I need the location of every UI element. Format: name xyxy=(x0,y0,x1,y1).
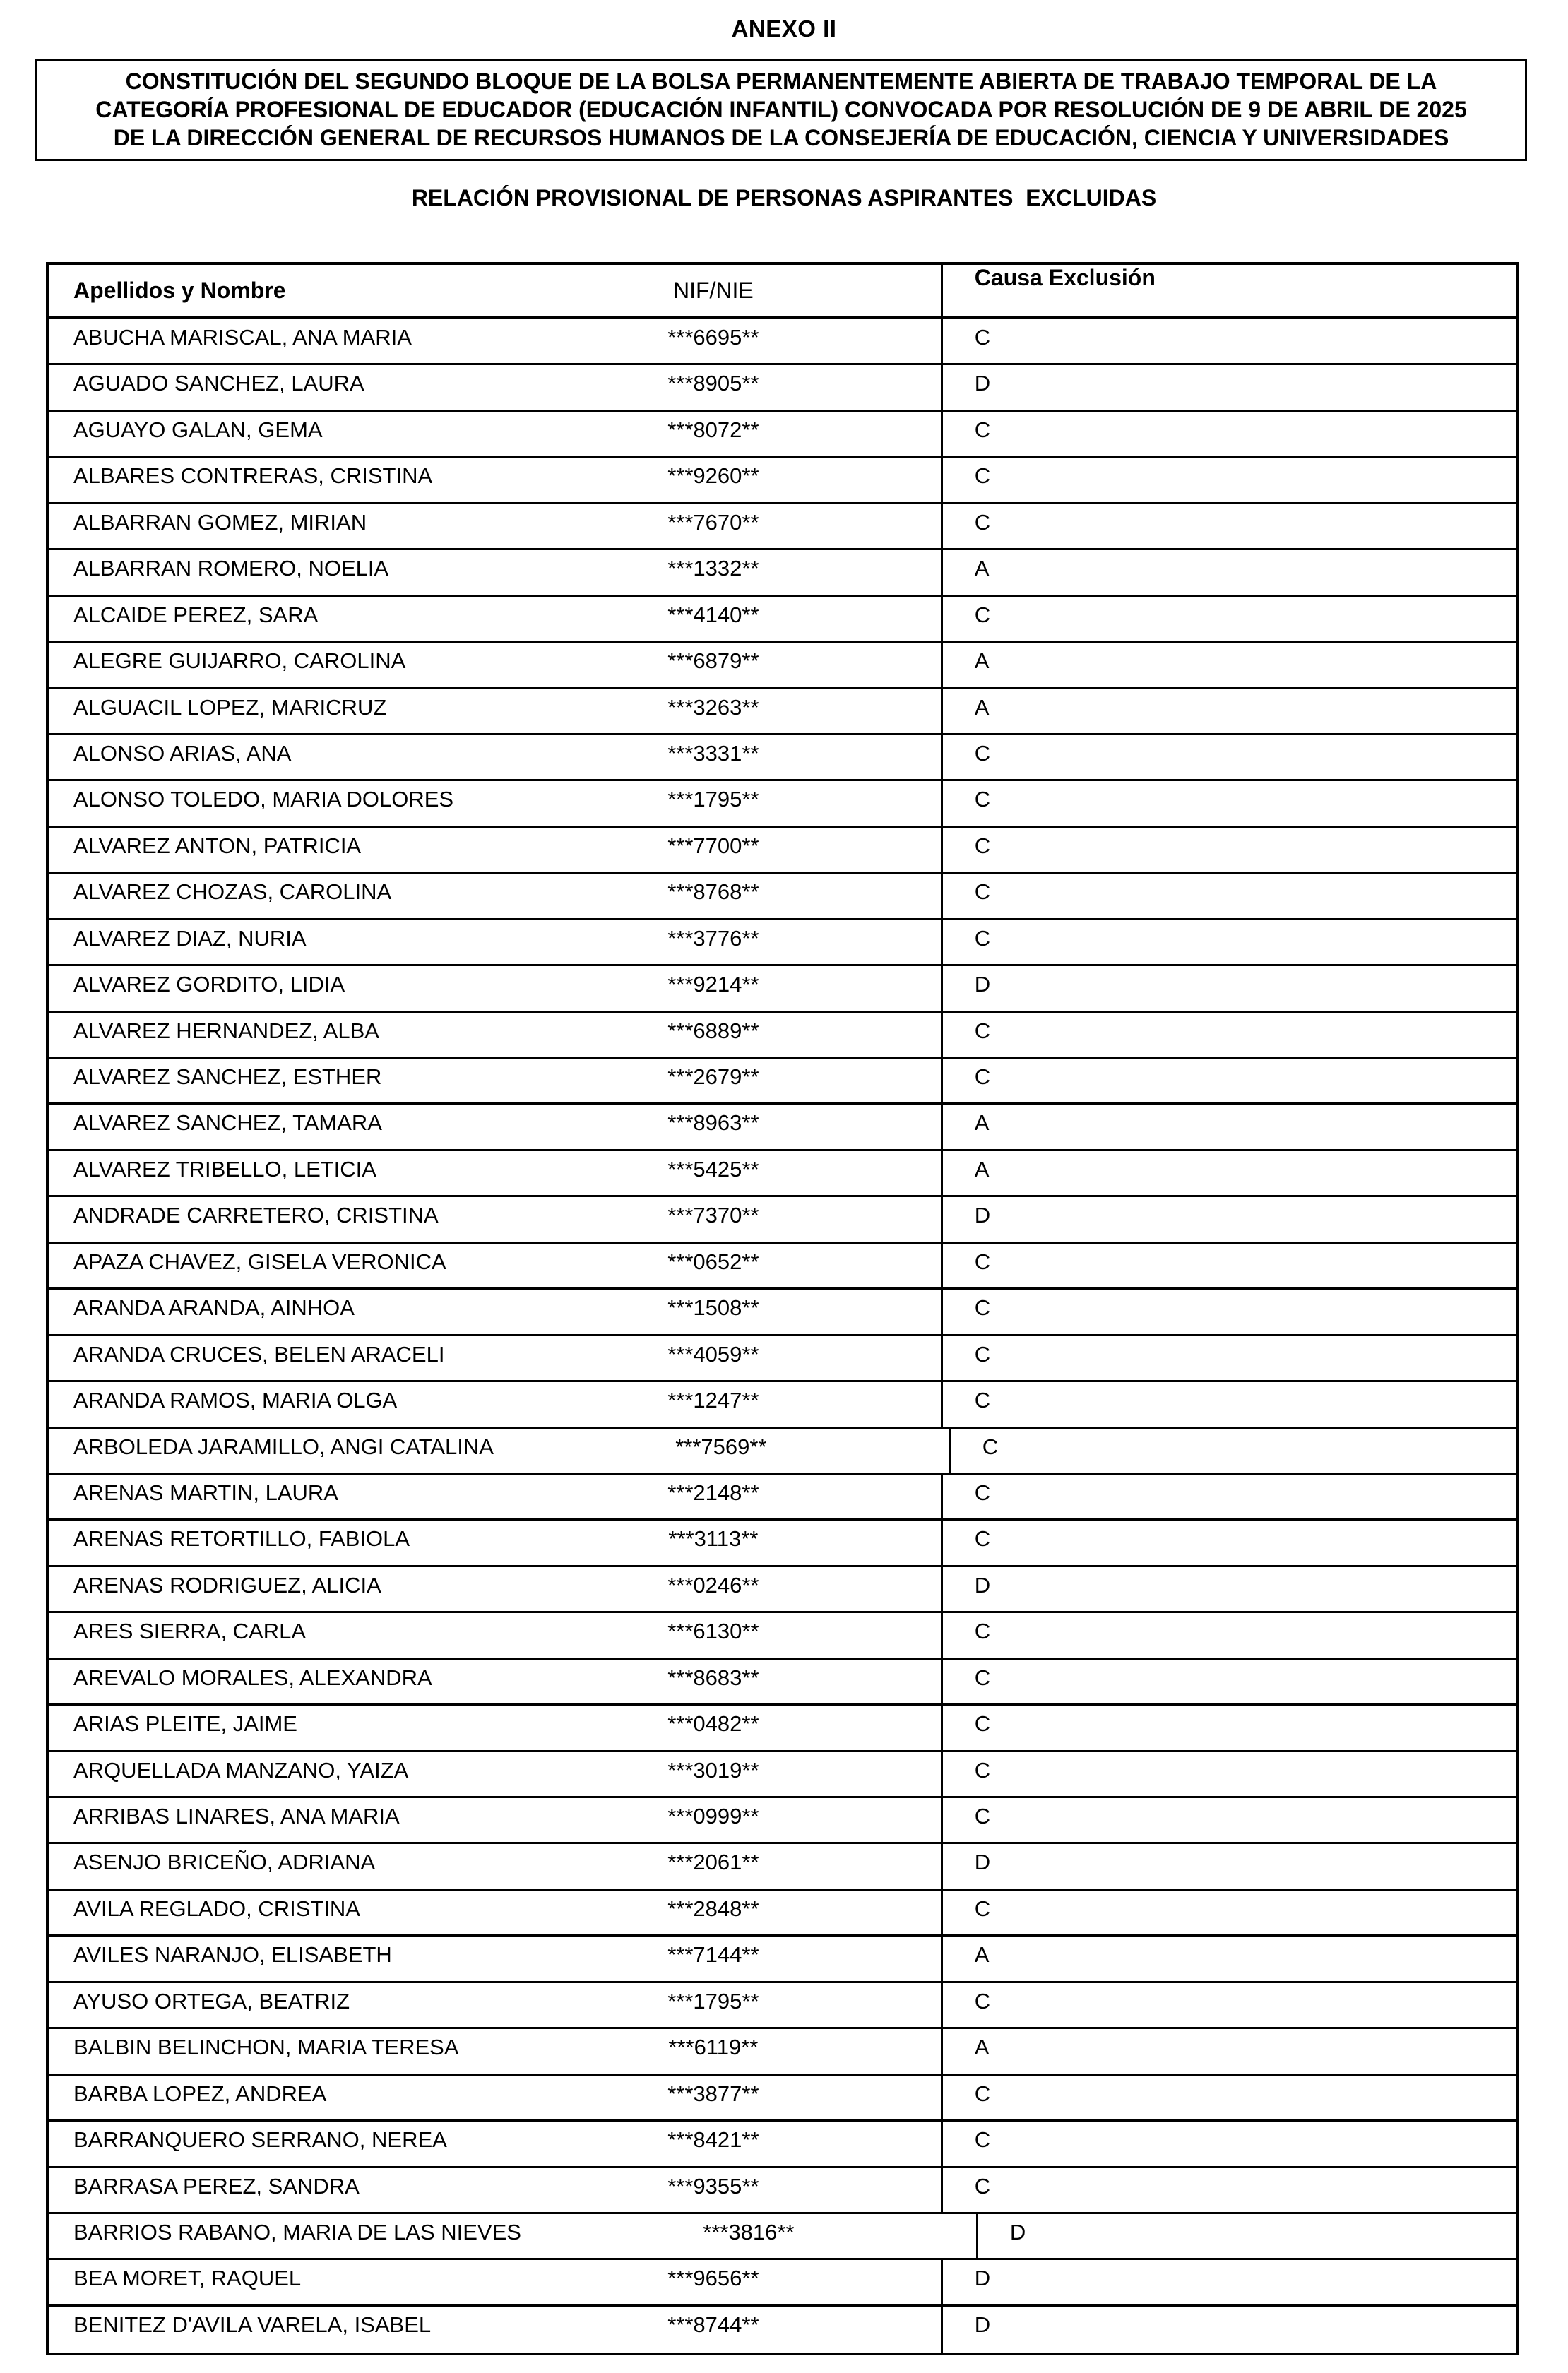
cell-causa: A xyxy=(941,643,1516,686)
cell-causa: D xyxy=(941,1197,1516,1241)
cell-causa: C xyxy=(941,1336,1516,1380)
table-row xyxy=(49,1290,1516,1336)
cell-causa: D xyxy=(941,2260,1516,2304)
cell-nif: ***8905** xyxy=(667,371,759,396)
cell-causa: C xyxy=(941,1475,1516,1518)
cell-name: ALBARRAN GOMEZ, MIRIAN xyxy=(73,509,367,535)
cell-nif: ***7370** xyxy=(667,1203,759,1228)
cell-name: ALVAREZ SANCHEZ, ESTHER xyxy=(73,1064,382,1089)
table-row xyxy=(49,828,1516,874)
cell-name: AGUADO SANCHEZ, LAURA xyxy=(73,371,364,396)
cell-nif: ***7144** xyxy=(667,1942,759,1968)
table-row xyxy=(49,643,1516,689)
cell-causa: A xyxy=(941,1151,1516,1195)
table-header-row xyxy=(49,265,1516,319)
table-row xyxy=(49,1382,1516,1428)
table-row xyxy=(49,2029,1516,2075)
cell-name: ALVAREZ DIAZ, NURIA xyxy=(73,925,307,951)
table-row xyxy=(49,1798,1516,1844)
cell-nif: ***2679** xyxy=(667,1064,759,1089)
cell-name: ALCAIDE PEREZ, SARA xyxy=(73,602,319,627)
cell-nif: ***2848** xyxy=(667,1896,759,1921)
cell-nif: ***0999** xyxy=(667,1804,759,1828)
table-row xyxy=(49,2214,1516,2260)
cell-causa: A xyxy=(941,1105,1516,1148)
table-row xyxy=(49,1336,1516,1382)
cell-causa: C xyxy=(941,319,1516,363)
cell-nif: ***0482** xyxy=(667,1711,759,1737)
cell-name: BEA MORET, RAQUEL xyxy=(73,2266,302,2291)
cell-causa: C xyxy=(941,1891,1516,1934)
cell-nif: ***3019** xyxy=(667,1757,759,1783)
cell-nif: ***3113** xyxy=(668,1526,759,1552)
cell-causa: C xyxy=(941,1013,1516,1057)
cell-causa: C xyxy=(941,1382,1516,1426)
cell-name: BARRIOS RABANO, MARIA DE LAS NIEVES xyxy=(73,2219,521,2244)
cell-nif: ***1508** xyxy=(667,1295,759,1321)
header-cell-name: Apellidos y Nombre xyxy=(73,278,286,303)
cell-nif: ***7569** xyxy=(675,1434,767,1459)
cell-nif: ***1795** xyxy=(667,1988,759,2014)
cell-nif: ***9260** xyxy=(667,463,759,489)
table-row xyxy=(49,1475,1516,1521)
cell-causa: D xyxy=(941,966,1516,1010)
cell-causa: C xyxy=(941,1660,1516,1703)
cell-name: BARRASA PEREZ, SANDRA xyxy=(73,2173,360,2199)
cell-name: ALEGRE GUIJARRO, CAROLINA xyxy=(73,648,406,674)
cell-name: AVILES NARANJO, ELISABETH xyxy=(73,1942,392,1968)
cell-nif: ***6130** xyxy=(667,1619,759,1644)
cell-name: ASENJO BRICEÑO, ADRIANA xyxy=(73,1850,376,1875)
cell-causa: C xyxy=(941,1290,1516,1333)
cell-nif: ***7670** xyxy=(667,509,759,535)
table-row xyxy=(49,412,1516,458)
table-row xyxy=(49,1429,1516,1475)
cell-causa: C xyxy=(941,1244,1516,1287)
table-row xyxy=(49,1013,1516,1059)
cell-nif: ***9214** xyxy=(667,972,759,997)
cell-nif: ***8744** xyxy=(667,2312,759,2337)
table-row xyxy=(49,1844,1516,1890)
table-row xyxy=(49,1891,1516,1937)
cell-causa: D xyxy=(941,1844,1516,1888)
cell-name: BARRANQUERO SERRANO, NEREA xyxy=(73,2127,447,2153)
table-row xyxy=(49,1660,1516,1706)
cell-nif: ***8072** xyxy=(667,417,759,442)
cell-nif: ***1247** xyxy=(667,1388,759,1413)
table-row xyxy=(49,1983,1516,2029)
table-body xyxy=(49,319,1516,2353)
cell-nif: ***2148** xyxy=(667,1480,759,1505)
header-box-line: CONSTITUCIÓN DEL SEGUNDO BLOQUE DE LA BOLSA PERMANENTEMENTE ABIERTA DE TRABAJO TEMPORAL DE LA xyxy=(125,69,1437,94)
table-row xyxy=(49,2168,1516,2214)
cell-nif: ***3877** xyxy=(667,2081,759,2106)
cell-nif: ***6879** xyxy=(667,648,759,674)
cell-name: BARBA LOPEZ, ANDREA xyxy=(73,2081,327,2106)
cell-causa: C xyxy=(941,2076,1516,2119)
cell-causa: A xyxy=(941,2029,1516,2073)
header-box xyxy=(35,59,1527,161)
cell-causa: C xyxy=(941,2122,1516,2165)
cell-name: ALBARRAN ROMERO, NOELIA xyxy=(73,556,389,581)
table-row xyxy=(49,1613,1516,1659)
cell-name: ALONSO ARIAS, ANA xyxy=(73,740,292,766)
cell-name: BALBIN BELINCHON, MARIA TERESA xyxy=(73,2035,459,2060)
table-row xyxy=(49,1105,1516,1150)
cell-name: ARENAS RODRIGUEZ, ALICIA xyxy=(73,1572,381,1598)
cell-causa: C xyxy=(941,1059,1516,1102)
cell-name: AGUAYO GALAN, GEMA xyxy=(73,417,323,442)
cell-causa: C xyxy=(941,828,1516,872)
cell-nif: ***1795** xyxy=(667,787,759,812)
page-title: ANEXO II xyxy=(731,16,837,42)
table-row xyxy=(49,920,1516,966)
cell-name: ARANDA CRUCES, BELEN ARACELI xyxy=(73,1341,445,1367)
cell-nif: ***3816** xyxy=(703,2219,795,2244)
cell-name: ARANDA ARANDA, AINHOA xyxy=(73,1295,355,1321)
cell-causa: C xyxy=(941,412,1516,456)
cell-name: ALONSO TOLEDO, MARIA DOLORES xyxy=(73,787,454,812)
cell-name: ARBOLEDA JARAMILLO, ANGI CATALINA xyxy=(73,1434,494,1459)
table-row xyxy=(49,966,1516,1012)
table-row xyxy=(49,504,1516,550)
exclusion-table xyxy=(46,262,1519,2355)
cell-name: ALGUACIL LOPEZ, MARICRUZ xyxy=(73,694,387,720)
cell-causa: C xyxy=(941,1613,1516,1657)
cell-name: ARANDA RAMOS, MARIA OLGA xyxy=(73,1388,398,1413)
table-row xyxy=(49,1244,1516,1290)
cell-name: AYUSO ORTEGA, BEATRIZ xyxy=(73,1988,350,2014)
table-row xyxy=(49,1937,1516,1982)
cell-nif: ***2061** xyxy=(667,1850,759,1875)
cell-nif: ***3263** xyxy=(667,694,759,720)
cell-causa: D xyxy=(941,1567,1516,1611)
cell-nif: ***6695** xyxy=(667,325,759,350)
cell-name: ALVAREZ HERNANDEZ, ALBA xyxy=(73,1018,379,1043)
cell-name: ANDRADE CARRETERO, CRISTINA xyxy=(73,1203,439,1228)
cell-nif: ***7700** xyxy=(667,833,759,858)
table-row xyxy=(49,1059,1516,1105)
cell-causa: C xyxy=(941,458,1516,501)
cell-causa: A xyxy=(941,689,1516,733)
table-row xyxy=(49,1151,1516,1197)
table-row xyxy=(49,2307,1516,2353)
table-row xyxy=(49,735,1516,781)
cell-name: ARES SIERRA, CARLA xyxy=(73,1619,307,1644)
cell-nif: ***8421** xyxy=(667,2127,759,2153)
cell-causa: D xyxy=(941,2307,1516,2353)
table-row xyxy=(49,597,1516,643)
cell-name: ABUCHA MARISCAL, ANA MARIA xyxy=(73,325,412,350)
header-box-line: DE LA DIRECCIÓN GENERAL DE RECURSOS HUMANOS DE LA CONSEJERÍA DE EDUCACIÓN, CIENCIA Y UNIVERSIDADES xyxy=(113,125,1449,150)
cell-nif: ***8683** xyxy=(667,1665,759,1690)
cell-name: ALVAREZ CHOZAS, CAROLINA xyxy=(73,879,392,905)
cell-name: BENITEZ D'AVILA VARELA, ISABEL xyxy=(73,2312,432,2337)
cell-name: APAZA CHAVEZ, GISELA VERONICA xyxy=(73,1249,446,1274)
cell-name: ALVAREZ GORDITO, LIDIA xyxy=(73,972,345,997)
header-box-line: CATEGORÍA PROFESIONAL DE EDUCADOR (EDUCACIÓN INFANTIL) CONVOCADA POR RESOLUCIÓN DE 9 DE ABRIL DE 2025 xyxy=(95,97,1467,122)
cell-nif: ***1332** xyxy=(667,556,759,581)
table-row xyxy=(49,874,1516,920)
table-row xyxy=(49,550,1516,596)
cell-name: ARIAS PLEITE, JAIME xyxy=(73,1711,297,1737)
cell-causa: C xyxy=(941,597,1516,641)
cell-nif: ***9355** xyxy=(667,2173,759,2199)
table-row xyxy=(49,319,1516,365)
table-row xyxy=(49,689,1516,735)
table-row xyxy=(49,781,1516,827)
cell-causa: D xyxy=(976,2214,1516,2258)
cell-nif: ***0652** xyxy=(667,1249,759,1274)
table-row xyxy=(49,458,1516,504)
table-row xyxy=(49,2260,1516,2306)
cell-causa: C xyxy=(941,1521,1516,1564)
cell-causa: C xyxy=(941,1798,1516,1842)
cell-nif: ***4140** xyxy=(667,602,759,627)
cell-nif: ***9656** xyxy=(667,2266,759,2291)
cell-nif: ***4059** xyxy=(667,1341,759,1367)
cell-nif: ***3331** xyxy=(667,740,759,766)
header-cell-nif: NIF/NIE xyxy=(672,278,754,303)
table-row xyxy=(49,1752,1516,1798)
table-row xyxy=(49,1197,1516,1243)
cell-nif: ***5425** xyxy=(667,1156,759,1182)
cell-nif: ***6889** xyxy=(667,1018,759,1043)
cell-nif: ***8768** xyxy=(667,879,759,905)
table-row xyxy=(49,1567,1516,1613)
cell-name: AVILA REGLADO, CRISTINA xyxy=(73,1896,360,1921)
cell-name: ARRIBAS LINARES, ANA MARIA xyxy=(73,1804,400,1828)
cell-causa: C xyxy=(941,874,1516,917)
table-row xyxy=(49,2076,1516,2122)
cell-causa: A xyxy=(941,1937,1516,1980)
table-row xyxy=(49,2122,1516,2167)
cell-name: ALVAREZ SANCHEZ, TAMARA xyxy=(73,1110,382,1136)
cell-causa: C xyxy=(941,2168,1516,2212)
header-cell-causa: Causa Exclusión xyxy=(941,265,1516,316)
cell-name: AREVALO MORALES, ALEXANDRA xyxy=(73,1665,432,1690)
cell-causa: D xyxy=(941,365,1516,409)
cell-causa: C xyxy=(941,1706,1516,1749)
cell-name: ALVAREZ TRIBELLO, LETICIA xyxy=(73,1156,376,1182)
table-row xyxy=(49,1706,1516,1752)
cell-name: ARQUELLADA MANZANO, YAIZA xyxy=(73,1757,409,1783)
cell-nif: ***0246** xyxy=(667,1572,759,1598)
table-row xyxy=(49,365,1516,411)
cell-causa: C xyxy=(941,1983,1516,2027)
cell-causa: C xyxy=(941,735,1516,779)
cell-causa: C xyxy=(949,1429,1516,1473)
cell-nif: ***3776** xyxy=(667,925,759,951)
cell-nif: ***6119** xyxy=(668,2035,759,2060)
cell-name: ARENAS RETORTILLO, FABIOLA xyxy=(73,1526,410,1552)
cell-causa: C xyxy=(941,920,1516,964)
cell-nif: ***8963** xyxy=(667,1110,759,1136)
table-row xyxy=(49,1521,1516,1566)
cell-name: ARENAS MARTIN, LAURA xyxy=(73,1480,338,1505)
cell-causa: A xyxy=(941,550,1516,594)
cell-causa: C xyxy=(941,1752,1516,1796)
document-subtitle: RELACIÓN PROVISIONAL DE PERSONAS ASPIRANTES EXCLUIDAS xyxy=(411,185,1157,210)
cell-name: ALBARES CONTRERAS, CRISTINA xyxy=(73,463,433,489)
cell-causa: C xyxy=(941,781,1516,825)
cell-causa: C xyxy=(941,504,1516,548)
cell-name: ALVAREZ ANTON, PATRICIA xyxy=(73,833,362,858)
